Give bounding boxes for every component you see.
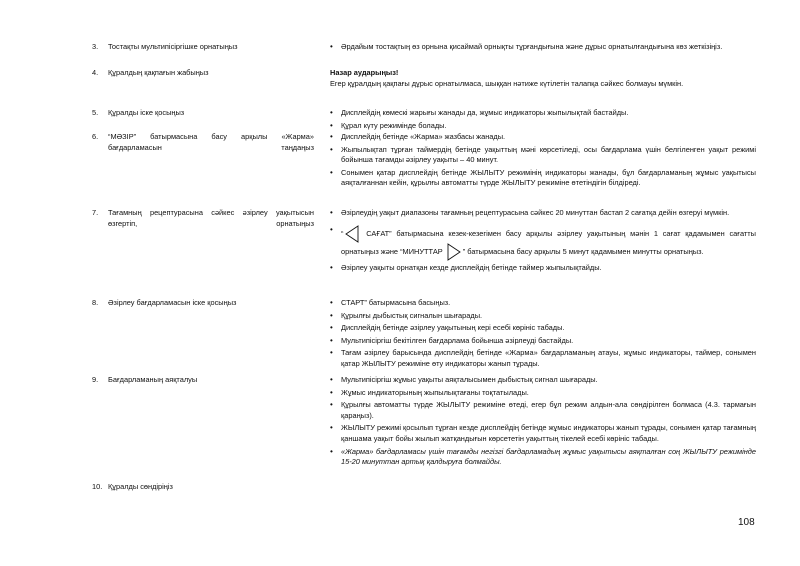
triangle-right-icon (447, 243, 461, 261)
page-number: 108 (738, 517, 755, 528)
list-item: • «Жарма» бағдарламасы үшін тағамды негізгі бағдарламадың жұмыс уақытысы аяқталған соң ЖЫЛЫТУ режимінде 15-20 минуттан артық қалдыруға болмайды. (330, 447, 756, 468)
warning-text: Егер құралдың қақпағы дұрыс орнатылмаса, шыққан нәтиже күтілетін талапқа сәйкес болмауы мүмкін. (330, 78, 684, 88)
warning-note (330, 68, 756, 89)
step-label: Тағамның рецептурасына сәйкес әзірлеу уақытысын өзгертіп, орнатыңыз (108, 208, 314, 228)
list-item: • Әрдайым тостақтың өз орнына қисаймай орнықты тұрғандығына және дұрыс орнатылғандығына көз жеткізіңіз. (330, 42, 756, 53)
list-item: • Құрылғы автоматты түрде ЖЫЛЫТУ режиміне өтеді, егер бұл режим алдын-ала сөндірілген болмаса (4.3. тармағын қараңыз). (330, 400, 756, 421)
step-details (330, 298, 756, 372)
step-number: 10. (92, 482, 103, 491)
list-item: • Дисплейдің бетінде әзірлеу уақытының кері есебі көрініс табады. (330, 323, 756, 334)
list-item: • Тағам әзірлеу барысында дисплейдің бетінде «Жарма» бағдарламаның атауы, жұмыс индикаторы, таймер, сонымен қатар ЖЫЛЫТУ режиміне өту индикаторы жанып тұрады. (330, 348, 756, 369)
step-number: 3. (92, 42, 99, 51)
list-item: • Әзірлеудің уақыт диапазоны тағамның рецептурасына сәйкес 20 минуттан бастап 2 сағатқа дейін өзгеруі мүмкін. (330, 208, 756, 219)
step-details (330, 132, 756, 191)
step-number: 6. (92, 132, 99, 141)
list-item: • Сонымен қатар дисплейдің бетінде ЖЫЛЫТУ режимінің индикаторы жанады, бұл бағдарламаның жұмыс уақытысы аяқталғаннан кейін, құрылғы автоматты түрде ЖЫЛЫТУ режиміне өтетіндігін білдіреді. (330, 168, 756, 189)
list-item: • Құрылғы дыбыстық сигналын шығарады. (330, 311, 756, 322)
step-label: Құралды сөндіріңіз (108, 482, 173, 491)
list-item: • Дисплейдің бетінде «Жарма» жазбасы жанады. (330, 132, 756, 143)
list-item: • “ САҒАТ” батырмасына кезек-кезегімен басу арқылы әзірлеу уақытының мәнін 1 сағат қадамымен сағатты орнатыңыз және “МИНУТТАР ” батырмасына басу арқылы 5 минут қадамымен минутты орнатыңыз. (330, 225, 756, 261)
step-details (330, 375, 756, 470)
list-item: • СТАРТ” батырмасына басыңыз. (330, 298, 756, 309)
warning-title: Назар аударыңыз! (330, 68, 399, 77)
step-number: 8. (92, 298, 99, 307)
step-details (330, 208, 756, 275)
list-item: • Әзірлеу уақыты орнатқан кезде дисплейдің бетінде таймер жыпылықтайды. (330, 263, 756, 274)
list-item: • Құрал күту режимінде болады. (330, 121, 756, 132)
step-label: “МӘЗІР” батырмасына басу арқылы «Жарма» бағдарламасын таңдаңыз (108, 132, 314, 152)
step-number: 4. (92, 68, 99, 77)
step-number: 9. (92, 375, 99, 384)
step-label: Құралды іске қосыңыз (108, 108, 185, 117)
step-details (330, 108, 756, 133)
triangle-left-icon (345, 225, 359, 243)
list-item: • ЖЫЛЫТУ режимі қосылып тұрған кезде дисплейдің бетінде жұмыс индикаторы жанып тұрады, сонымен қатар тағамның қаншама уақыт бойы жылып жатқандығын көрсететін уақыттың тікелей есебі көрініс табады. (330, 423, 756, 444)
step-label: Бағдарламаның аяқталуы (108, 375, 198, 384)
step-number: 5. (92, 108, 99, 117)
list-item: • Мультипісіргіш бекітілген бағдарлама бойынша әзірлеуді бастайды. (330, 336, 756, 347)
list-item: • Жұмыс индикаторының жыпылықтағаны тоқтатылады. (330, 388, 756, 399)
step-label: Тостақты мультипісіргішке орнатыңыз (108, 42, 238, 51)
list-item: • Дисплейдің көмескі жарығы жанады да, жұмыс индикаторы жыпылықтай бастайды. (330, 108, 756, 119)
step-label: Әзірлеу бағдарламасын іске қосыңыз (108, 298, 237, 307)
list-item: • Жыпылықтап тұрған таймердің бетінде уақыттың мәні көрсетіледі, осы бағдарлама үшін белгіленген уақыт режимі бойынша тағамды әзірлеу уақыты – 40 минут. (330, 145, 756, 166)
step-label: Құралдың қақпағын жабыңыз (108, 68, 209, 77)
step-number: 7. (92, 208, 99, 217)
step-details (330, 42, 756, 55)
list-item: • Мультипісіргіш жұмыс уақыты аяқталысымен дыбыстық сигнал шығарады. (330, 375, 756, 386)
